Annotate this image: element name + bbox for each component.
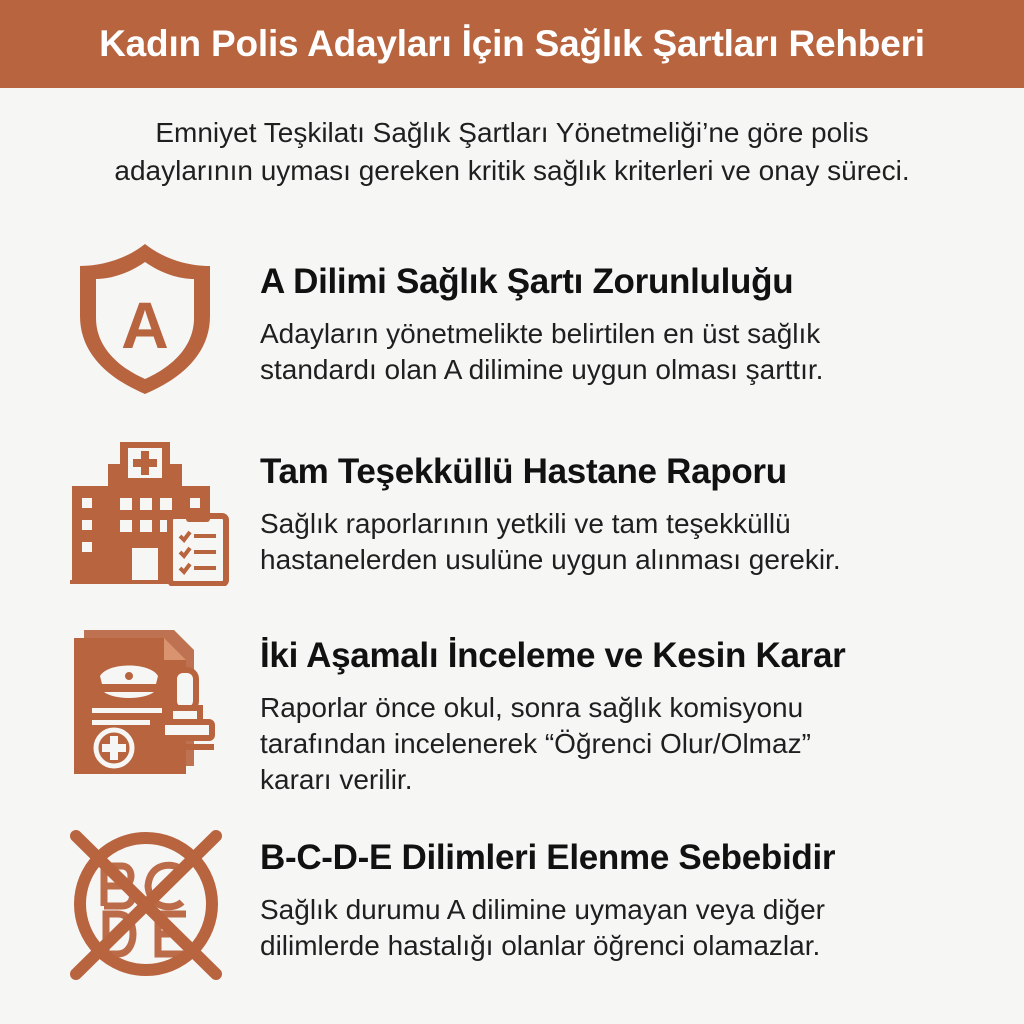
shield-letter: A (121, 288, 169, 362)
page-title: Kadın Polis Adayları İçin Sağlık Şartları Rehberi (99, 23, 925, 64)
item-desc-line: Raporlar önce okul, sonra sağlık komisyonu (260, 692, 804, 723)
item-desc-line: Adayların yönetmelikte belirtilen en üst sağlık (260, 318, 821, 349)
item-description (260, 316, 1000, 388)
item-title: Tam Teşekküllü Hastane Raporu (260, 452, 787, 491)
item-description (260, 892, 1000, 964)
item-title: A Dilimi Sağlık Şartı Zorunluluğu (260, 262, 794, 301)
item-desc-line: Sağlık durumu A dilimine uymayan veya diğer (260, 894, 825, 925)
item-desc-line: standardı olan A dilimine uygun olması şarttır. (260, 354, 824, 385)
item-desc-line: dilimlerde hastalığı olanlar öğrenci olamazlar. (260, 930, 821, 961)
intro-text (30, 114, 994, 190)
bcde-crossed-icon (66, 826, 226, 982)
hospital-report-icon (70, 440, 230, 586)
item-title: B-C-D-E Dilimleri Elenme Sebebidir (260, 838, 836, 877)
item-description (260, 690, 1000, 798)
item-desc-line: kararı verilir. (260, 764, 413, 795)
shield-a-icon (70, 238, 220, 398)
item-desc-line: Sağlık raporlarının yetkili ve tam teşekküllü (260, 508, 791, 539)
item-desc-line: hastanelerden usulüne uygun alınması gerekir. (260, 544, 841, 575)
item-description (260, 506, 1000, 578)
item-desc-line: tarafından incelenerek “Öğrenci Olur/Olmaz” (260, 728, 811, 759)
intro-line-1: Emniyet Teşkilatı Sağlık Şartları Yönetmeliği’ne göre polis (155, 117, 869, 148)
document-stamp-icon (70, 626, 226, 776)
intro-line-2: adaylarının uyması gereken kritik sağlık kriterleri ve onay süreci. (114, 155, 910, 186)
header-bar (0, 0, 1024, 88)
item-title: İki Aşamalı İnceleme ve Kesin Karar (260, 636, 846, 675)
